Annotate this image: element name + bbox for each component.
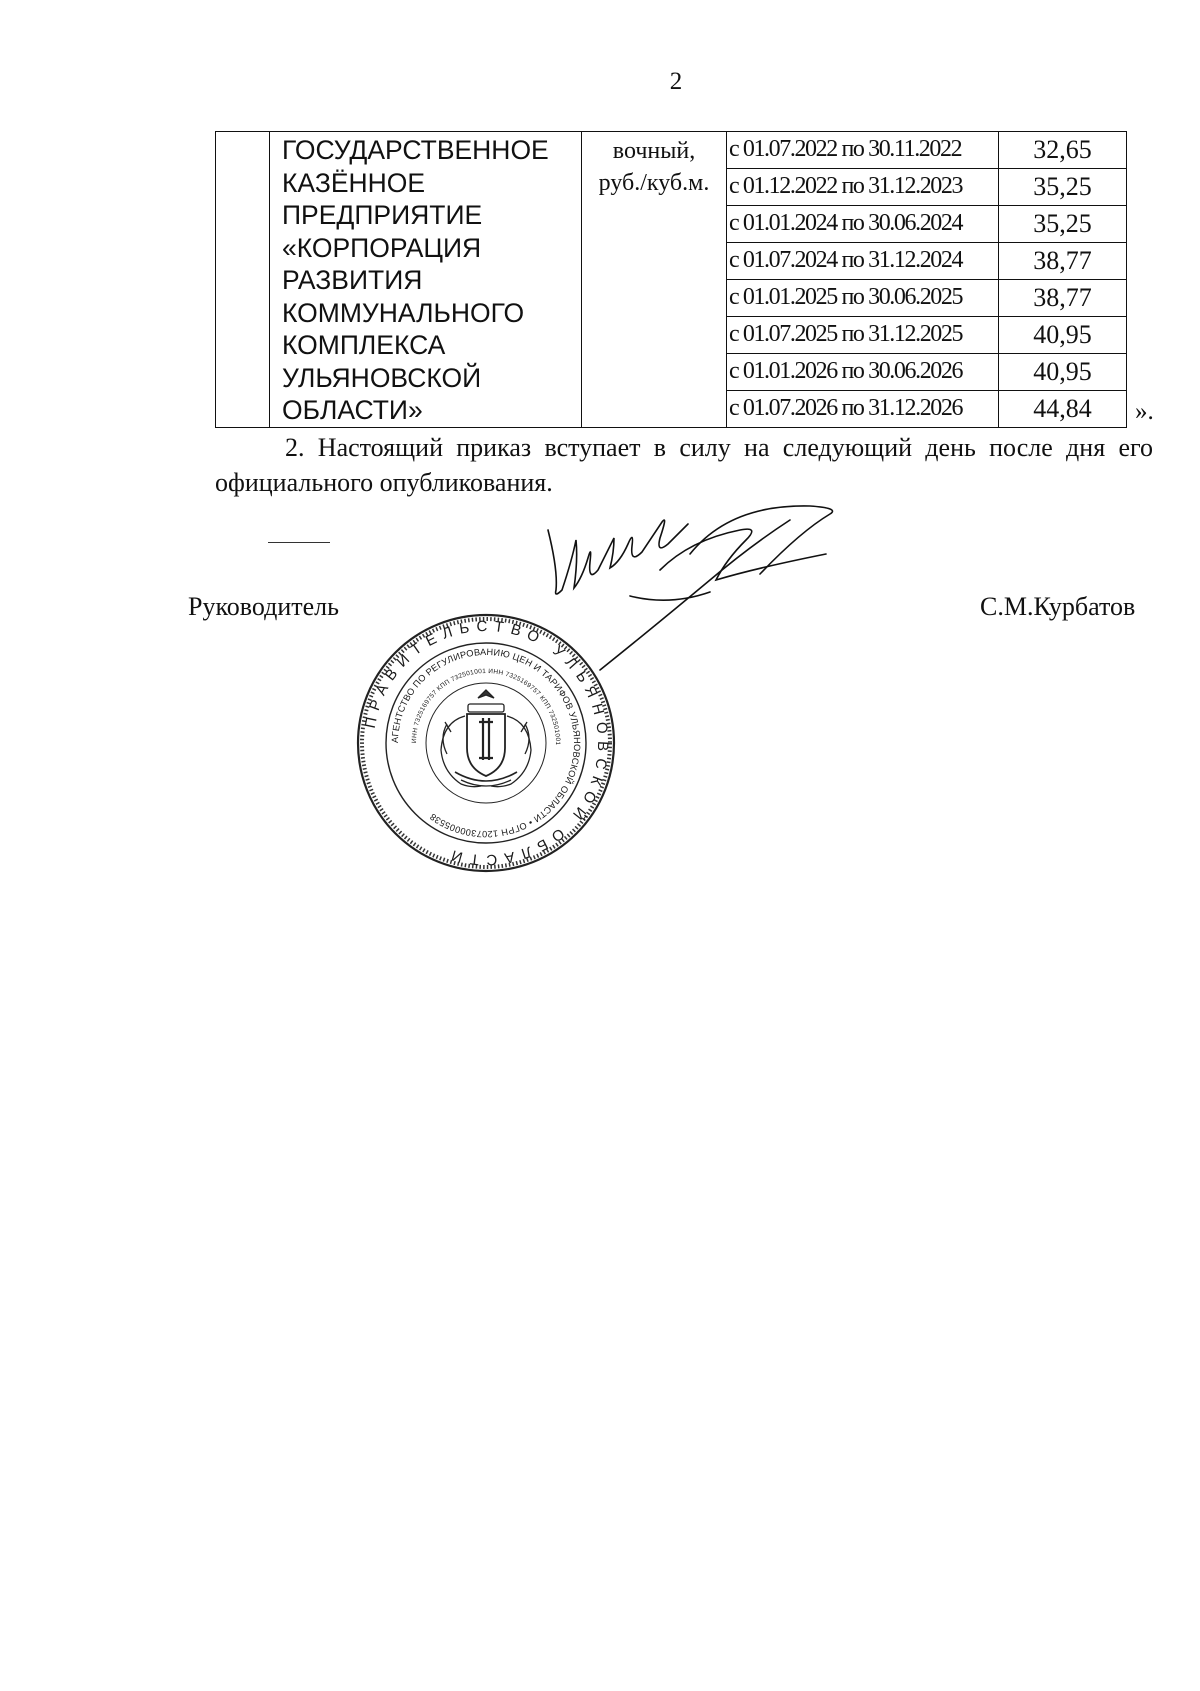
organization-name-cell <box>270 132 582 428</box>
table-row <box>216 132 1127 169</box>
unit-line: руб./куб.м. <box>598 170 710 196</box>
paragraph-line: официального опубликования. <box>215 468 553 497</box>
seal-codes-text: ИНН 7325169757 КПП 732501001 ИНН 7325169757 КПП 732501001 <box>410 667 562 746</box>
coat-of-arms-icon <box>441 690 531 787</box>
organization-name-line: ПРЕДПРИЯТИЕ <box>282 200 483 230</box>
tariff-value-cell: 40,95 <box>999 353 1127 390</box>
tariff-value-cell: 38,77 <box>999 242 1127 279</box>
period-cell: с 01.12.2022 по 31.12.2023 <box>727 168 999 205</box>
tariff-value-cell: 38,77 <box>999 279 1127 316</box>
tariff-value-cell: 32,65 <box>999 132 1127 169</box>
organization-name-line: РАЗВИТИЯ <box>282 265 423 295</box>
tariff-table <box>215 131 1127 428</box>
closing-quote: ». <box>1135 398 1154 425</box>
organization-name-line: ГОСУДАРСТВЕННОЕ <box>282 135 549 165</box>
period-cell: с 01.07.2025 по 31.12.2025 <box>727 316 999 353</box>
tariff-value-cell: 40,95 <box>999 316 1127 353</box>
seal-inner-text: АГЕНТСТВО ПО РЕГУЛИРОВАНИЮ ЦЕН И ТАРИФОВ УЛЬЯНОВСКОЙ ОБЛАСТИ • ОГРН 1207300005538 <box>389 646 583 840</box>
divider <box>268 542 330 543</box>
paragraph-effective-date <box>215 430 1153 500</box>
seal-outer-text: ПРАВИТЕЛЬСТВО УЛЬЯНОВСКОЙ ОБЛАСТИ <box>361 617 612 869</box>
period-cell: с 01.01.2026 по 30.06.2026 <box>727 353 999 390</box>
organization-name-line: КОМПЛЕКСА <box>282 330 446 360</box>
tariff-value-cell: 35,25 <box>999 168 1127 205</box>
signer-name: С.М.Курбатов <box>980 592 1136 621</box>
page-number: 2 <box>669 68 683 95</box>
period-cell: с 01.07.2026 по 31.12.2026 <box>727 390 999 427</box>
period-cell: с 01.01.2025 по 30.06.2025 <box>727 279 999 316</box>
tariff-value-cell: 44,84 <box>999 390 1127 427</box>
period-cell: с 01.07.2024 по 31.12.2024 <box>727 242 999 279</box>
svg-text:ИНН 7325169757 КПП 732501001 И <box>411 668 561 745</box>
row-number-cell <box>216 132 270 428</box>
period-cell: с 01.01.2024 по 30.06.2024 <box>727 205 999 242</box>
organization-name-line: «КОРПОРАЦИЯ <box>282 232 482 263</box>
organization-name-line: ОБЛАСТИ» <box>282 395 423 425</box>
unit-cell <box>582 132 727 428</box>
period-cell: с 01.07.2022 по 30.11.2022 <box>727 132 999 169</box>
signer-position: Руководитель <box>188 592 339 621</box>
organization-name-line: КОММУНАЛЬНОГО <box>282 297 525 328</box>
handwritten-signature <box>540 500 870 700</box>
organization-name-line: УЛЬЯНОВСКОЙ <box>282 362 482 393</box>
paragraph-line: 2. Настоящий приказ вступает в силу на следующий день после дня его <box>285 433 1153 462</box>
tariff-value-cell: 35,25 <box>999 205 1127 242</box>
organization-name-line: КАЗЁННОЕ <box>282 167 426 198</box>
unit-line: вочный, <box>612 138 696 164</box>
